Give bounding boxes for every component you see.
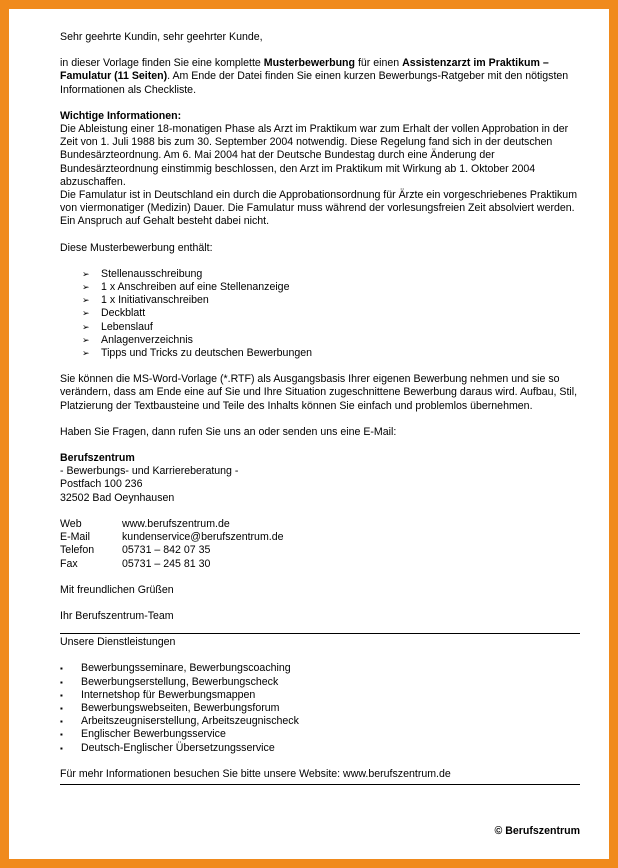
- questions-text: Haben Sie Fragen, dann rufen Sie uns an oder senden uns eine E-Mail:: [60, 425, 397, 438]
- services-list-item: [60, 728, 580, 741]
- divider: [60, 633, 580, 634]
- contents-list-item: [82, 347, 580, 360]
- company-subtitle: - Bewerbungs- und Karriereberatung -: [60, 465, 239, 478]
- info-heading: Wichtige Informationen:: [60, 109, 182, 122]
- arrow-bullet-icon: ➢: [82, 308, 90, 319]
- services-item-text: Bewerbungserstellung, Bewerbungscheck: [81, 675, 279, 688]
- services-list-item: [60, 662, 580, 675]
- contact-label: Web: [60, 517, 82, 530]
- contact-row: [60, 558, 580, 571]
- square-bullet-icon: ▪: [60, 743, 63, 753]
- contact-value: 05731 – 842 07 35: [122, 544, 211, 557]
- address-line-1: Postfach 100 236: [60, 478, 143, 491]
- contact-value: 05731 – 245 81 30: [122, 557, 211, 570]
- contents-list-item: [82, 268, 580, 281]
- contents-item-text: Lebenslauf: [101, 320, 153, 333]
- more-info: Für mehr Informationen besuchen Sie bitte unsere Website: www.berufszentrum.de: [60, 767, 451, 780]
- arrow-bullet-icon: ➢: [82, 321, 90, 332]
- rtf-note: Sie können die MS-Word-Vorlage (*.RTF) als Ausgangsbasis Ihrer eigenen Bewerbung nehmen und sie so verändern, dass am Ende eine auf Sie und Ihre Situation zugeschnittene Bewerbung daraus wird. Aufbau, Stil, Platzierung der Textbausteine und Teile des Inhalts können Sie einfach und problemlos übernehmen.: [60, 373, 578, 412]
- square-bullet-icon: ▪: [60, 677, 63, 687]
- arrow-bullet-icon: ➢: [82, 282, 90, 293]
- salutation: Sehr geehrte Kundin, sehr geehrter Kunde,: [60, 31, 263, 43]
- square-bullet-icon: ▪: [60, 690, 63, 700]
- arrow-bullet-icon: ➢: [82, 295, 90, 306]
- info-paragraph-2: Die Famulatur ist in Deutschland ein durch die Approbationsordnung für Ärzte ein vorgeschriebenes Praktikum von viermonatiger (Medizin) Dauer. Die Famulatur muss während der vorlesungsfreien Zeit absolviert werden. Ein Anspruch auf Gehalt besteht dabei nicht.: [60, 189, 578, 228]
- letter-body: [60, 31, 580, 785]
- services-item-text: Arbeitszeugniserstellung, Arbeitszeugnischeck: [81, 715, 299, 728]
- intro-text-1: in dieser Vorlage finden Sie eine komplette: [60, 57, 264, 70]
- services-list-item: [60, 715, 580, 728]
- contents-list-item: [82, 321, 580, 334]
- footer-divider: [60, 784, 580, 785]
- services-item-text: Bewerbungsseminare, Bewerbungscoaching: [81, 662, 291, 675]
- services-list: [60, 662, 580, 754]
- intro-text-2: für einen: [355, 57, 403, 70]
- services-item-text: Internetshop für Bewerbungsmappen: [81, 688, 256, 701]
- contents-item-text: Deckblatt: [101, 307, 146, 320]
- services-item-text: Bewerbungswebseiten, Bewerbungsforum: [81, 701, 280, 714]
- square-bullet-icon: ▪: [60, 664, 63, 674]
- intro-bold-2: Assistenzarzt im Praktikum – Famulatur (11 Seiten): [60, 57, 549, 83]
- square-bullet-icon: ▪: [60, 730, 63, 740]
- contact-row: [60, 544, 580, 557]
- contact-label: Fax: [60, 557, 78, 570]
- contents-list: [82, 268, 580, 360]
- contact-row: [60, 531, 580, 544]
- contents-list-item: [82, 334, 580, 347]
- contents-list-item: [82, 307, 580, 320]
- contact-label: E-Mail: [60, 531, 91, 544]
- contact-block: [60, 518, 580, 571]
- contact-label: Telefon: [60, 544, 95, 557]
- contents-item-text: 1 x Anschreiben auf eine Stellenanzeige: [101, 281, 290, 294]
- square-bullet-icon: ▪: [60, 703, 63, 713]
- services-list-item: [60, 676, 580, 689]
- contact-row: [60, 518, 580, 531]
- intro-bold-1: Musterbewerbung: [263, 57, 355, 70]
- intro-text-3: . Am Ende der Datei finden Sie einen kurzen Bewerbungs-Ratgeber mit den nötigsten Informationen als Checkliste.: [60, 70, 569, 96]
- contents-item-text: Anlagenverzeichnis: [101, 333, 193, 346]
- copyright: © Berufszentrum: [494, 825, 580, 837]
- contents-item-text: Stellenausschreibung: [101, 267, 203, 280]
- services-list-item: [60, 689, 580, 702]
- contents-item-text: 1 x Initiativanschreiben: [101, 294, 209, 307]
- contact-value: www.berufszentrum.de: [122, 517, 230, 530]
- document-page: [9, 9, 609, 859]
- services-list-item: [60, 702, 580, 715]
- contents-list-item: [82, 294, 580, 307]
- contents-list-item: [82, 281, 580, 294]
- arrow-bullet-icon: ➢: [82, 268, 90, 279]
- contains-heading: Diese Musterbewerbung enthält:: [60, 241, 213, 254]
- address-line-2: 32502 Bad Oeynhausen: [60, 491, 175, 504]
- intro-paragraph: [60, 57, 580, 97]
- services-heading: Unsere Dienstleistungen: [60, 636, 176, 649]
- services-list-item: [60, 742, 580, 755]
- services-item-text: Englischer Bewerbungsservice: [81, 728, 226, 741]
- square-bullet-icon: ▪: [60, 717, 63, 727]
- info-paragraph-1: Die Ableistung einer 18-monatigen Phase als Arzt im Praktikum war zum Erhalt der vollen Approbation in der Zeit von 1. Juli 1988 bis zum 30. September 2004 notwendig. Diese Regelung fand sich in der deutschen Bundesärzteordnung. Am 6. Mai 2004 hat der Deutsche Bundestag durch eine Änderung der Bundesärzteordnung einstimmig beschlossen, den Arzt im Praktikum mit Wirkung ab 1. Oktober 2004 abzuschaffen.: [60, 123, 569, 188]
- contents-item-text: Tipps und Tricks zu deutschen Bewerbungen: [101, 347, 313, 360]
- signature: Ihr Berufszentrum-Team: [60, 609, 174, 622]
- arrow-bullet-icon: ➢: [82, 334, 90, 345]
- contact-value: kundenservice@berufszentrum.de: [122, 531, 284, 544]
- closing: Mit freundlichen Grüßen: [60, 583, 174, 596]
- services-item-text: Deutsch-Englischer Übersetzungsservice: [81, 741, 275, 754]
- company-name: Berufszentrum: [60, 452, 135, 465]
- arrow-bullet-icon: ➢: [82, 348, 90, 359]
